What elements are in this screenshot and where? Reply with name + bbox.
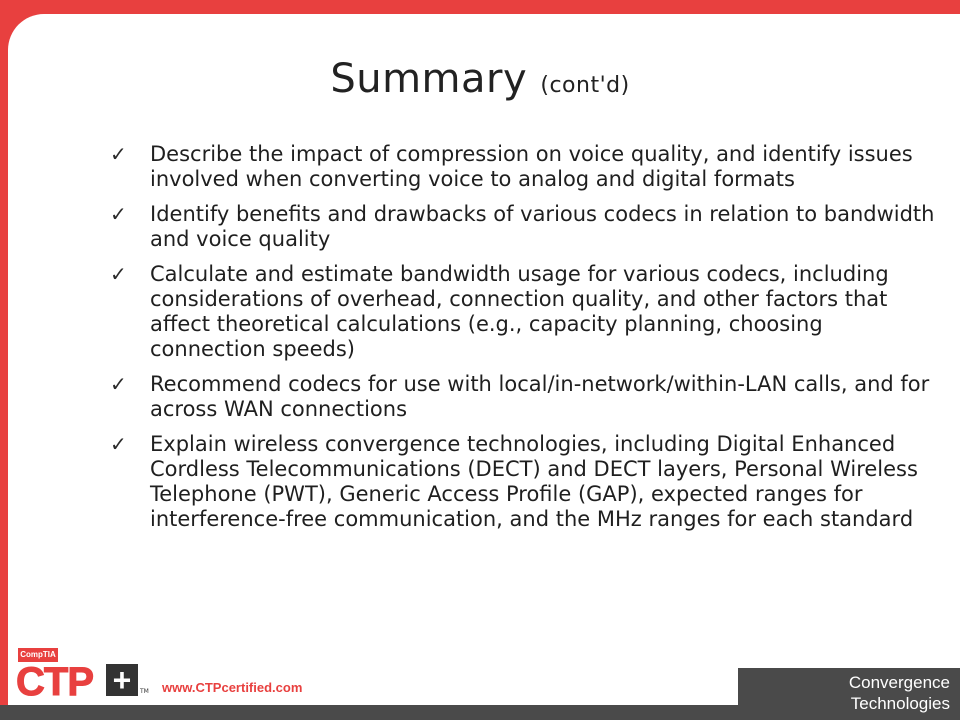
title-suffix: (cont'd) — [540, 73, 630, 98]
checkmark-icon: ✓ — [110, 372, 127, 396]
footer-url: www.CTPcertified.com — [162, 680, 303, 695]
checkmark-icon: ✓ — [110, 262, 127, 286]
bullet-item — [110, 202, 940, 252]
course-name-box — [738, 668, 960, 720]
title-main: Summary — [330, 56, 528, 102]
bullet-text: Recommend codecs for use with local/in-network/within-LAN calls, and for across WAN connections — [150, 372, 930, 421]
logo-text: CTP — [16, 660, 93, 704]
bullet-text: Calculate and estimate bandwidth usage for various codecs, including considerations of overhead, connection quality, and other factors that affect theoretical calculations (e.g., capacity planning, choosing connection speeds) — [150, 262, 889, 361]
ctp-logo — [14, 648, 149, 704]
bullet-item — [110, 432, 940, 532]
course-line-2: Technologies — [850, 694, 950, 713]
bullet-text: Explain wireless convergence technologies, including Digital Enhanced Cordless Telecommunications (DECT) and DECT layers, Personal Wireless Telephone (PWT), Generic Access Profile (GAP), expected ranges for interference-free communication, and the MHz ranges for each standard — [150, 432, 918, 531]
logo-tm: TM — [140, 688, 149, 695]
checkmark-icon: ✓ — [110, 432, 127, 456]
bullet-item — [110, 142, 940, 192]
bullet-item — [110, 262, 940, 362]
bullet-list — [110, 142, 940, 542]
course-line-1: Convergence — [848, 673, 950, 692]
slide-title — [0, 56, 960, 102]
logo-tag: CompTIA — [18, 648, 58, 662]
checkmark-icon: ✓ — [110, 142, 127, 166]
logo-plus: + — [106, 664, 138, 696]
checkmark-icon: ✓ — [110, 202, 127, 226]
bullet-text: Identify benefits and drawbacks of various codecs in relation to bandwidth and voice quality — [150, 202, 935, 251]
bullet-text: Describe the impact of compression on voice quality, and identify issues involved when converting voice to analog and digital formats — [150, 142, 913, 191]
bullet-item — [110, 372, 940, 422]
